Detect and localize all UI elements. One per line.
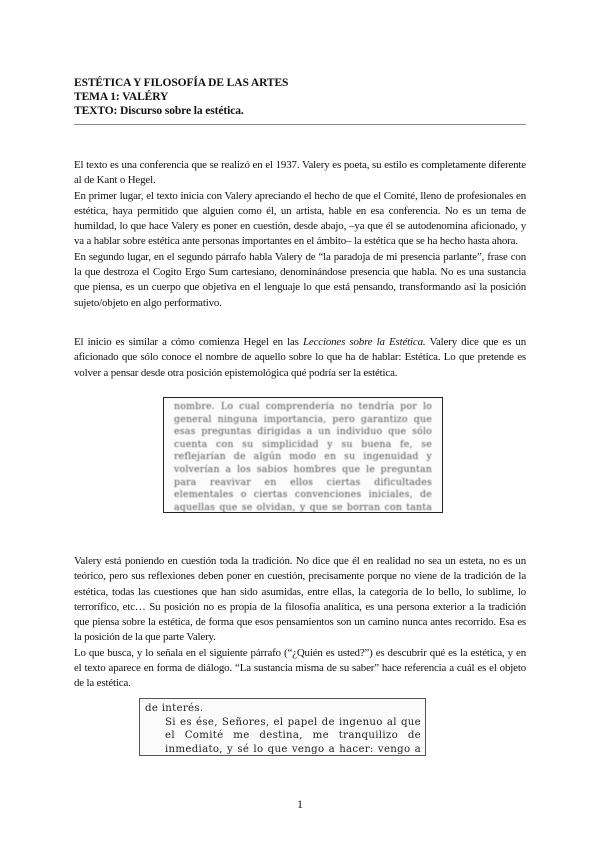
page-number: 1: [297, 797, 303, 811]
paragraph: En primer lugar, el texto inicia con Valery apreciando el hecho de que el Comité, lleno de profesionales en estética, haya permitido que alguien como él, un artista, hable en esa conferencia. No es un tema de humildad, lo que hace Valery es poner en cuestión, desde abajo, –ya que él se autodenomina aficionado, y va a hablar sobre estética ante personas importantes en el ámbito– la estética que se ha hecho hasta ahora.: [74, 189, 526, 248]
book-title: Lecciones sobre la Estética.: [302, 336, 426, 348]
paragraph: En segundo lugar, en el segundo párrafo habla Valery de “la paradoja de mi presencia parlante”, frase con la que destroza el Cogito Ergo Sum cartesiano, denominándose presencia que habla. No es una sustancia que piensa, es un cuerpo que objetiva en el lenguaje lo que está pensando, transformando así la posición sujeto/objeto en algo performativo.: [74, 250, 526, 309]
section-hegel: [74, 335, 526, 381]
header-divider: [74, 124, 526, 125]
paragraph-lead: El inicio es similar a cómo comienza Hegel en las: [74, 336, 303, 348]
text-title: TEXTO: Discurso sobre la estética.: [74, 105, 244, 117]
section-tradition: [74, 554, 526, 692]
quote-line: Si es ése, Señores, el papel de ingenuo al que el Comité me destina, me tranquilizo de inmediato, y sé lo que vengo a hacer: vengo a: [165, 716, 421, 755]
paragraph-rest: Valery dice que es un aficionado que sólo conoce el nombre de aquello sobre lo que ha de hablar: Estética. Lo que pretende es volver a pensar desde otra posición epistemológica qué podría ser la estética.: [74, 336, 526, 379]
paragraph: Valery está poniendo en cuestión toda la tradición. No dice que él en realidad no sea un esteta, no es un teórico, pero sus reflexiones deben poner en cuestión, precisamente porque no viene de la tradición de la estética, todas las cuestiones que han sido asumidas, entre ellas, la categoría de lo bello, lo sublime, lo terrorífico, etc… Su posición no es propia de la filosofía analítica, es una persona exterior a la tradición que piensa sobre la estética, de forma que esos pensamientos son un camino nunca antes recorrido. Esa es la posición de la que parte Valery.: [74, 555, 526, 644]
topic-title: TEMA 1: VALÉRY: [74, 91, 169, 103]
paragraph: El texto es una conferencia que se realizó en el 1937. Valery es poeta, su estilo es completamente diferente al de Kant o Hegel.: [74, 159, 526, 187]
quote-scan-text: [145, 702, 421, 756]
course-title: ESTÉTICA Y FILOSOFÍA DE LAS ARTES: [74, 77, 289, 89]
quote-scan-image: [139, 698, 426, 756]
section-intro: [74, 158, 526, 311]
quote-line: de interés.: [145, 703, 204, 714]
quote-scan-image: [163, 397, 443, 513]
document-header: [74, 76, 534, 118]
quote-scan-text: nombre. Lo cual comprendería no tendría por lo general ninguna importancia, pero garantizo que esas preguntas dirigidas a un individuo que sólo cuenta con su simplicidad y su buena fe, se reflejarían de algún modo en su ingenuidad y volverían a los sabios hombres que le preguntan para reavivar en ellos ciertas dificultades elementales o ciertas convenciones iniciales, de aquellas que se olvidan, y que se borran con tanta: [174, 401, 432, 513]
paragraph: Lo que busca, y lo señala en el siguiente párrafo (“¿Quién es usted?”) es descubrir qué es la estética, y en el texto aparece en forma de diálogo. “La sustancia misma de su saber” hace referencia a cuál es el objeto de la estética.: [74, 646, 526, 690]
paragraph: [74, 335, 526, 381]
